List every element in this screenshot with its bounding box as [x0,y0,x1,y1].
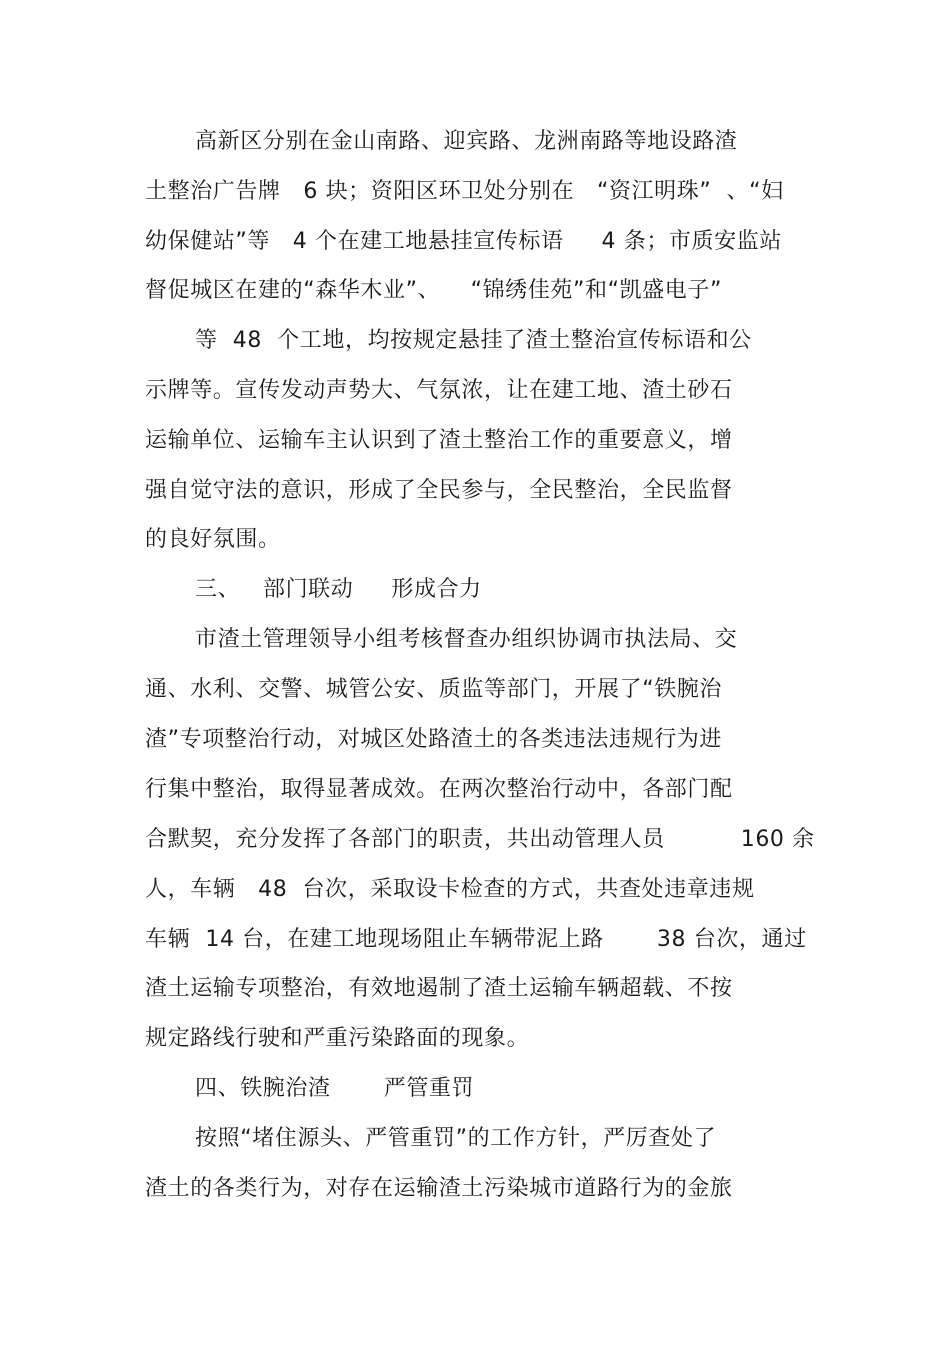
paragraph-line: 等 48 个工地，均按规定悬挂了渣土整治宣传标语和公 [195,328,752,353]
paragraph-line: 运输单位、运输车主认识到了渣土整治工作的重要意义，增 [145,428,733,453]
paragraph-line: 渣土运输专项整治，有效地遏制了渣土运输车辆超载、不按 [145,976,733,1001]
paragraph-line: 强自觉守法的意识，形成了全民参与，全民整治，全民监督 [145,478,733,503]
paragraph-line: 人，车辆 48 台次，采取设卡检查的方式，共查处违章违规 [145,877,755,902]
paragraph-line: 督促城区在建的“森华木业”、 “锦绣佳苑”和“凯盛电子” [145,278,722,303]
paragraph-line: 按照“堵住源头、严管重罚”的工作方针，严厉查处了 [195,1126,717,1151]
paragraph-line: 通、水利、交警、城管公安、质监等部门，开展了“铁腕治 [145,677,722,702]
paragraph-line: 的良好氛围。 [145,527,281,552]
section-heading: 三、 部门联动 形成合力 [195,577,482,602]
paragraph-line: 幼保健站”等 4 个在建工地悬挂宣传标语 4 条；市质安监站 [145,229,782,254]
section-heading: 四、铁腕治渣 严管重罚 [195,1076,475,1101]
paragraph-line: 示牌等。宣传发动声势大、气氛浓，让在建工地、渣土砂石 [145,378,733,403]
paragraph-line: 土整治广告牌 6 块；资阳区环卫处分别在 “资江明珠” 、“妇 [145,179,784,204]
paragraph-line: 车辆 14 台，在建工地现场阻止车辆带泥上路 38 台次，通过 [145,927,807,952]
paragraph-line: 高新区分别在金山南路、迎宾路、龙洲南路等地设路渣 [195,129,738,154]
paragraph-line: 渣”专项整治行动，对城区处路渣土的各类违法违规行为进 [145,727,722,752]
paragraph-line: 市渣土管理领导小组考核督查办组织协调市执法局、交 [195,627,738,652]
paragraph-line: 渣土的各类行为，对存在运输渣土污染城市道路行为的金旅 [145,1176,733,1201]
paragraph-line: 规定路线行驶和严重污染路面的现象。 [145,1026,530,1051]
paragraph-line: 行集中整治，取得显著成效。在两次整治行动中，各部门配 [145,777,733,802]
paragraph-line: 合默契，充分发挥了各部门的职责，共出动管理人员 160 余 [145,827,815,852]
